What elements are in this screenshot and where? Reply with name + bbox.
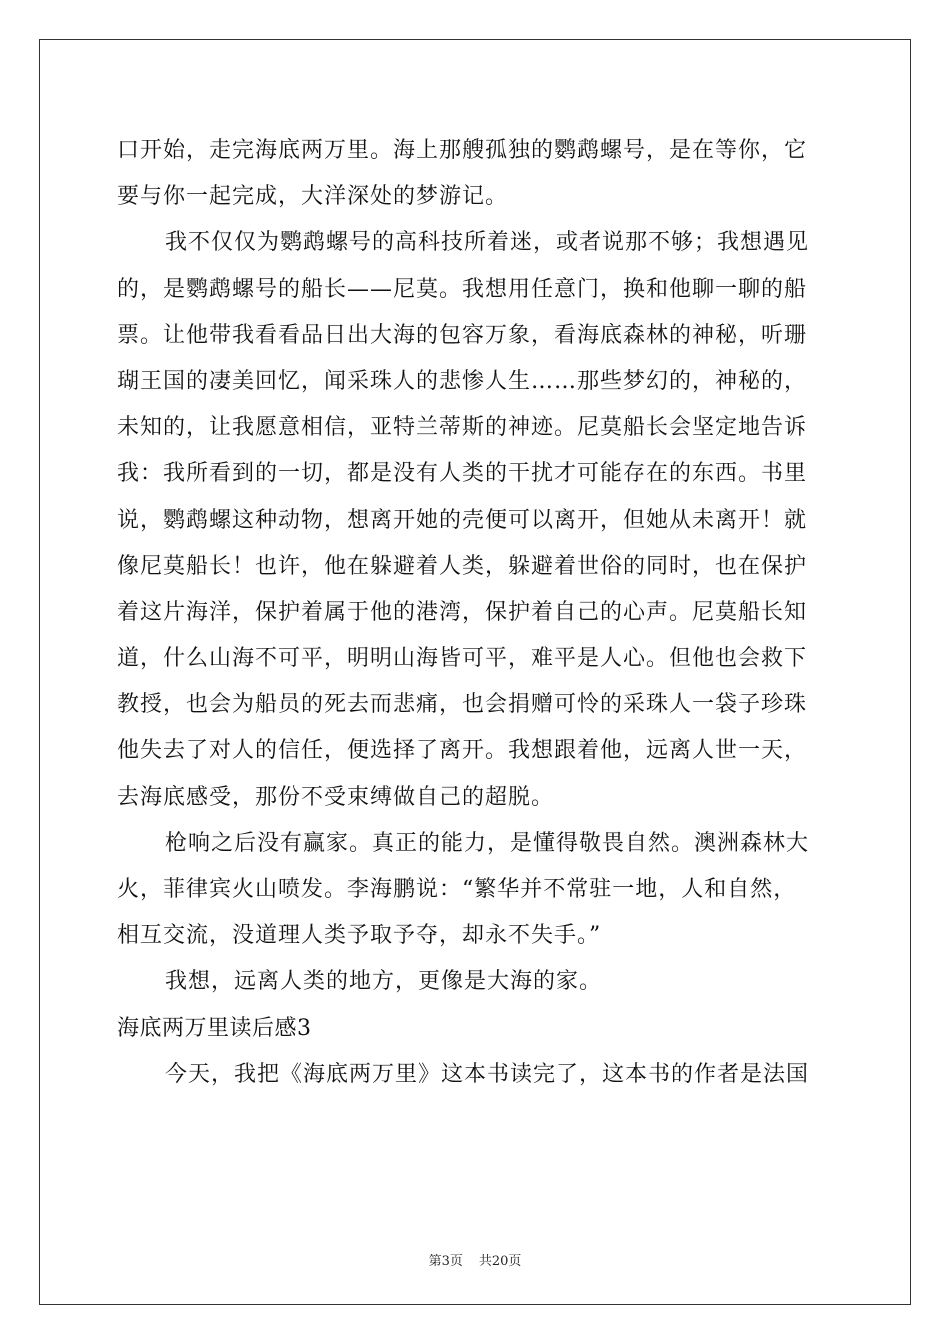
body-line: 像尼莫船长！也许，他在躲避着人类，躲避着世俗的同时，也在保护 <box>117 553 808 579</box>
body-line: 口开始，走完海底两万里。海上那艘孤独的鹦鹉螺号，是在等你，它 <box>117 138 808 163</box>
document-body <box>117 128 833 1098</box>
body-line: 未知的，让我愿意相信，亚特兰蒂斯的神迹。尼莫船长会坚定地告诉 <box>117 415 808 441</box>
paragraph-first-line: 我不仅仅为鹦鹉螺号的高科技所着迷，或者说那不够；我想遇见 <box>165 230 810 256</box>
body-line: 说，鹦鹉螺这种动物，想离开她的壳便可以离开，但她从未离开！就 <box>117 507 808 533</box>
body-line: 道，什么山海不可平，明明山海皆可平，难平是人心。但他也会救下 <box>117 646 808 672</box>
body-line: 相互交流，没道理人类予取予夺，却永不失手。” <box>117 923 602 949</box>
paragraph-first-line: 我想，远离人类的地方，更像是大海的家。 <box>165 969 603 995</box>
body-line: 瑚王国的凄美回忆，闻采珠人的悲惨人生……那些梦幻的，神秘的， <box>117 368 808 394</box>
body-line: 他失去了对人的信任，便选择了离开。我想跟着他，远离人世一天， <box>117 738 808 764</box>
paragraph-first-line: 今天，我把《海底两万里》这本书读完了，这本书的作者是法国 <box>165 1061 810 1087</box>
body-line: 我：我所看到的一切，都是没有人类的干扰才可能存在的东西。书里 <box>117 461 808 487</box>
body-line: 的，是鹦鹉螺号的船长——尼莫。我想用任意门，换和他聊一聊的船 <box>117 276 808 302</box>
body-line: 票。让他带我看看品日出大海的包容万象，看海底森林的神秘，听珊 <box>117 322 808 348</box>
body-line: 着这片海洋，保护着属于他的港湾，保护着自己的心声。尼莫船长知 <box>117 599 808 625</box>
body-line: 火，菲律宾火山喷发。李海鹏说：“繁华并不常驻一地，人和自然， <box>117 877 797 902</box>
page-footer <box>0 1250 950 1269</box>
section-heading: 海底两万里读后感3 <box>117 1015 312 1041</box>
body-line: 要与你一起完成，大洋深处的梦游记。 <box>117 184 509 210</box>
total-pages: 共20页 <box>478 1254 522 1269</box>
body-line: 教授，也会为船员的死去而悲痛，也会捐赠可怜的采珠人一袋子珍珠 <box>117 692 808 718</box>
paragraph-first-line: 枪响之后没有赢家。真正的能力，是懂得敬畏自然。澳洲森林大 <box>165 830 810 856</box>
body-line: 去海底感受，那份不受束缚做自己的超脱。 <box>117 784 555 810</box>
page-number: 第3页 <box>428 1254 463 1269</box>
